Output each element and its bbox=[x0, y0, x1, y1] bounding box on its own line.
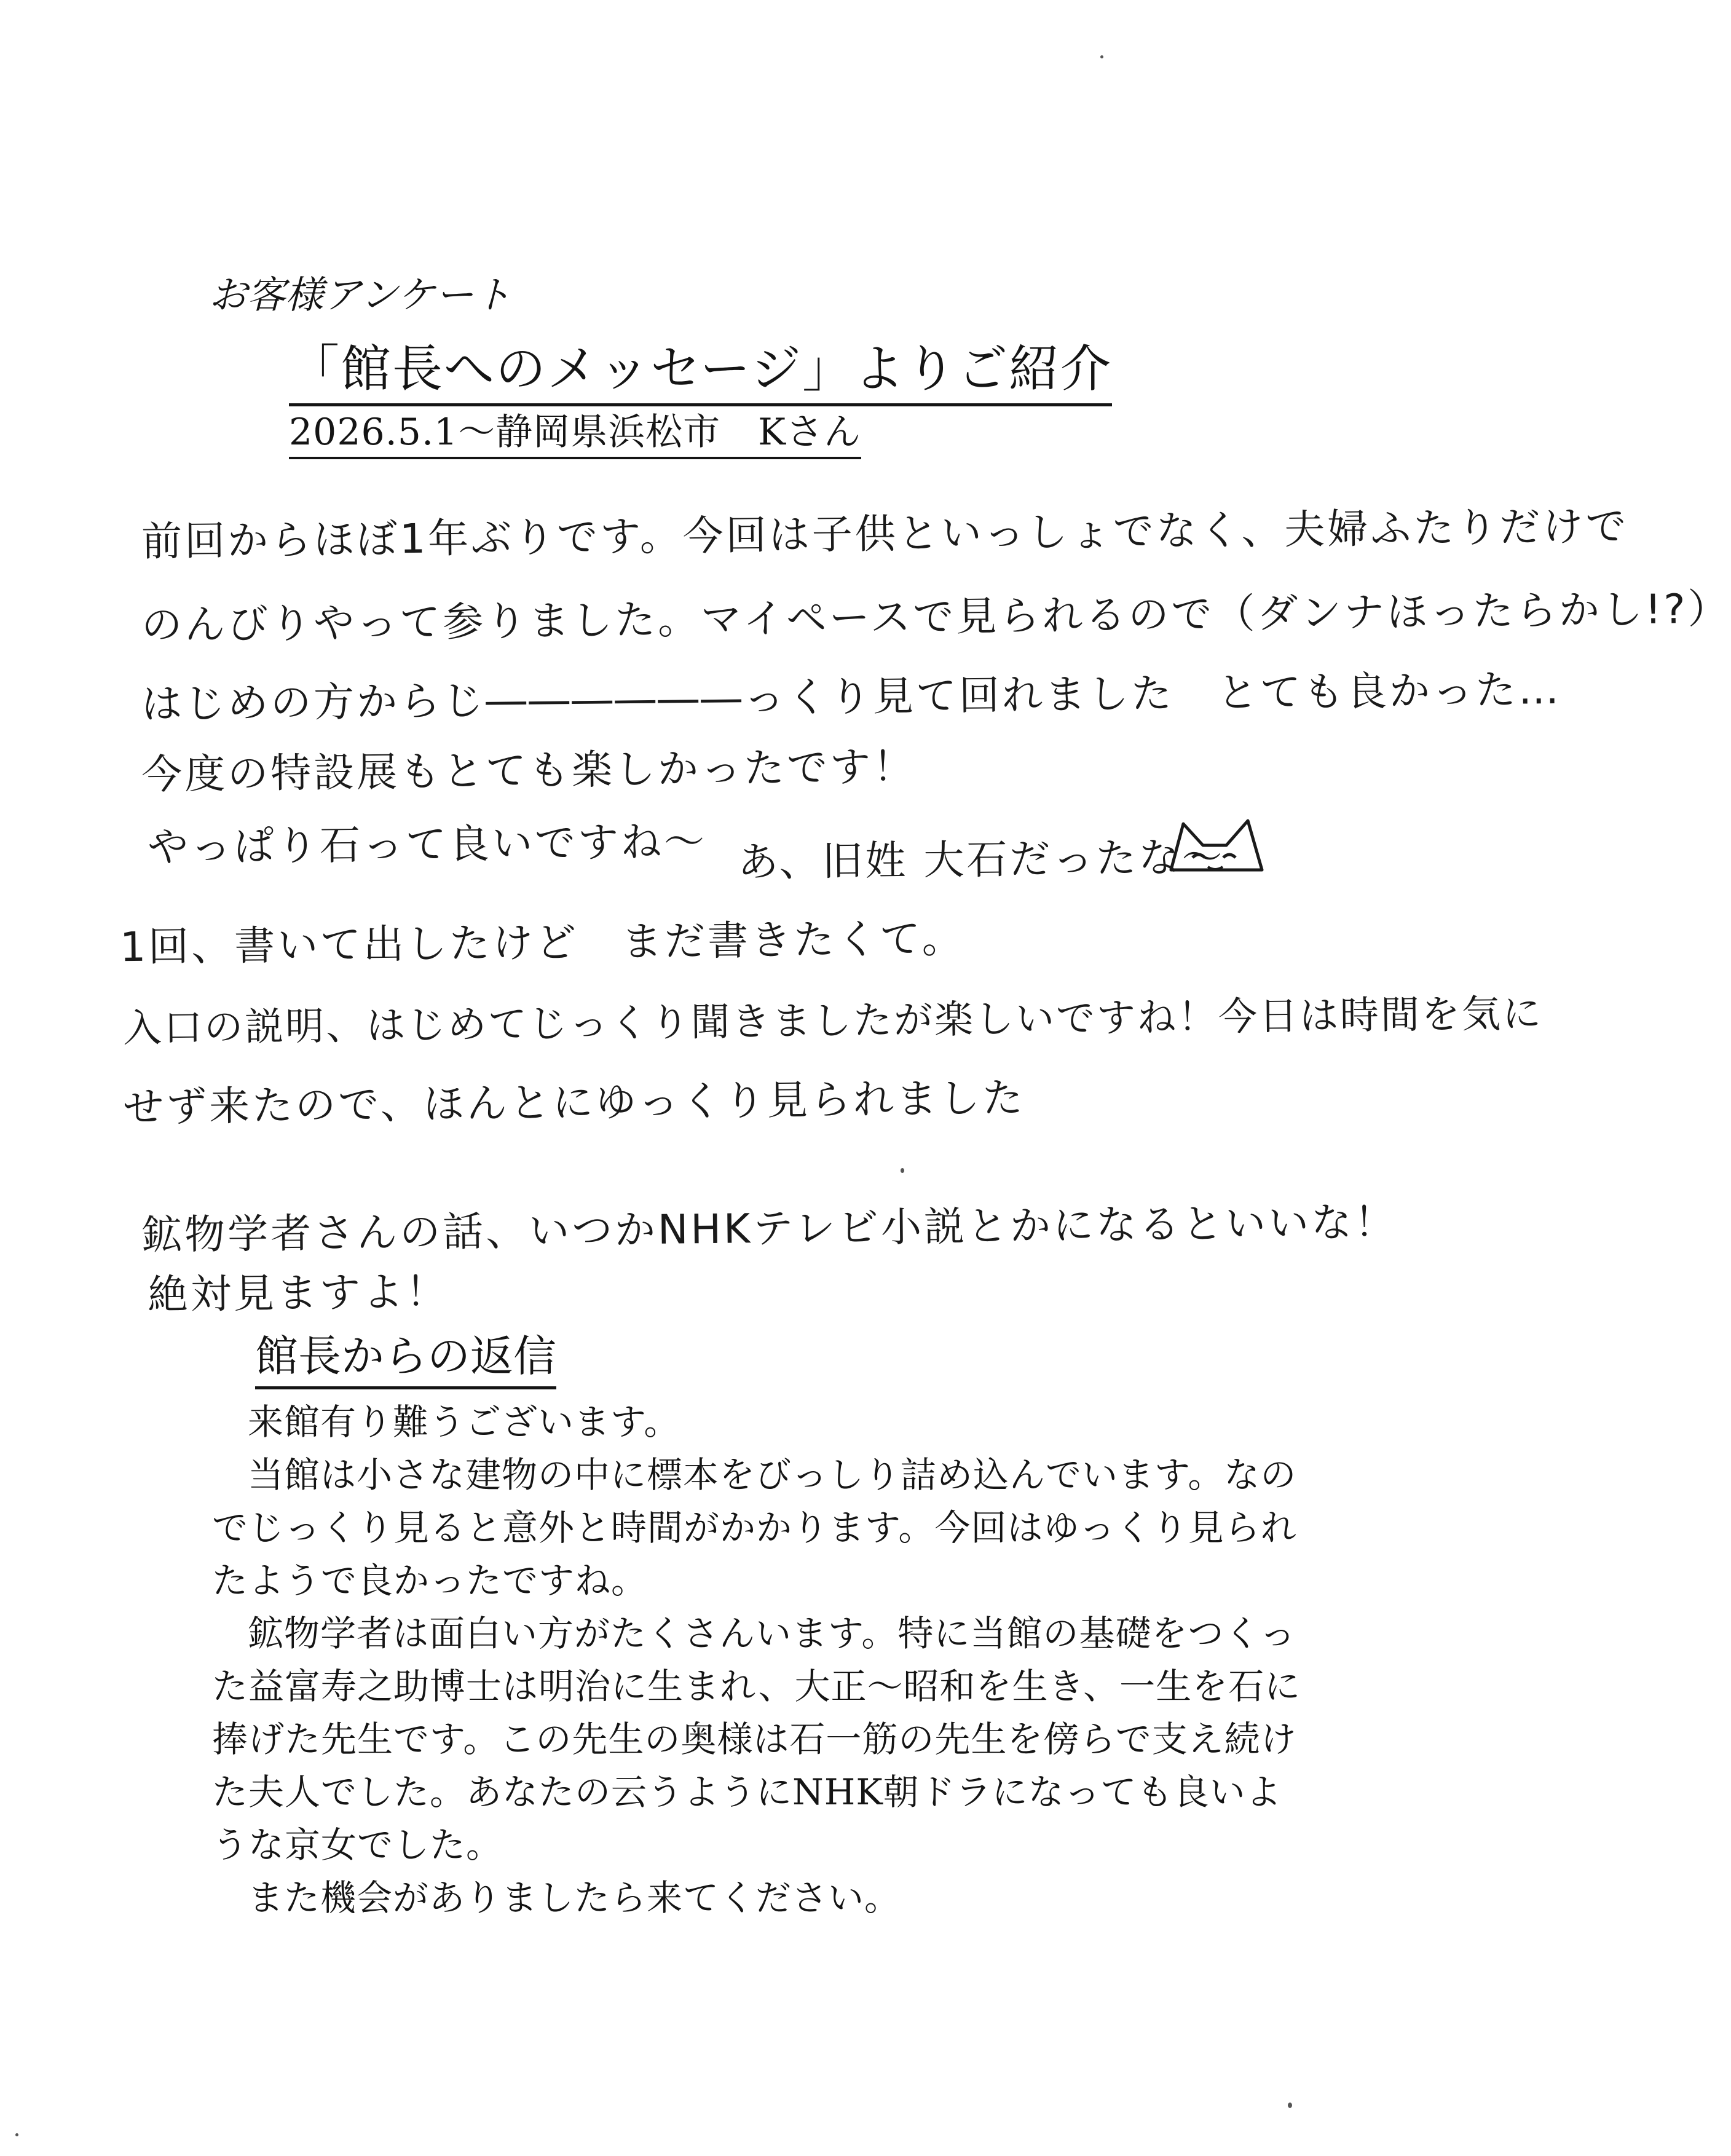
reply-paragraph: また機会がありましたら来てください。 bbox=[248, 1877, 901, 1919]
message-line: あ、旧姓 大石だったな～ bbox=[737, 833, 1225, 886]
page-title: 「館長へのメッセージ」よりご紹介 bbox=[289, 329, 1112, 406]
reply-paragraph: 来館有り難うございます。 bbox=[248, 1401, 680, 1443]
scan-speck bbox=[901, 1168, 904, 1173]
scan-speck bbox=[15, 2133, 18, 2136]
message-line: 今度の特設展もとても楽しかったです！ bbox=[141, 743, 917, 799]
reply-paragraph: 鉱物学者は面白い方がたくさんいます。特に当館の基礎をつくった益富寿之助博士は明治に生まれ、大正～昭和を生き、一生を石に捧げた先生です。この先生の奥様は石一筋の先生を傍らで支え続けた夫人でした。あなたの云うようにNHK朝ドラになっても良いような京女でした。 bbox=[212, 1613, 1301, 1866]
survey-label: お客様アンケート bbox=[209, 272, 512, 317]
reply-paragraph: 当館は小さな建物の中に標本をびっしり詰め込んでいます。なのでじっくり見ると意外と時間がかかります。今回はゆっくり見られたようで良かったですね。 bbox=[212, 1454, 1297, 1601]
message-line: 入口の説明、はじめてじっくり聞きましたが楽しいですね！今日は時間を気に bbox=[122, 990, 1544, 1051]
message-line: 前回からほぼ1年ぶりです。今回は子供といっしょでなく、夫婦ふたりだけで bbox=[141, 502, 1629, 566]
reply-body bbox=[212, 1396, 1306, 1924]
message-line: せず来たので、ほんとにゆっくり見られました bbox=[122, 1074, 1026, 1131]
message-line: 絶対見ますよ！ bbox=[147, 1268, 449, 1319]
message-line: はじめの方からじ――――――っくり見て回れました とても良かった… bbox=[141, 665, 1562, 729]
scan-speck bbox=[1288, 2103, 1292, 2108]
message-line: やっぱり石って良いですね～ bbox=[147, 818, 708, 871]
message-line: 1回、書いて出したけど まだ書きたくて。 bbox=[119, 914, 966, 971]
reply-heading: 館長からの返信 bbox=[255, 1322, 556, 1389]
cat-face-doodle-icon bbox=[1165, 811, 1269, 879]
message-line: のんびりやって参りました。マイペースで見られるので（ダンナほったらかし!?） bbox=[141, 585, 1731, 649]
message-line: 鉱物学者さんの話、いつかNHKテレビ小説とかになるといいな！ bbox=[141, 1198, 1398, 1259]
scan-speck bbox=[1100, 55, 1103, 58]
date-location-line: 2026.5.1～静岡県浜松市 Kさん bbox=[289, 403, 861, 459]
